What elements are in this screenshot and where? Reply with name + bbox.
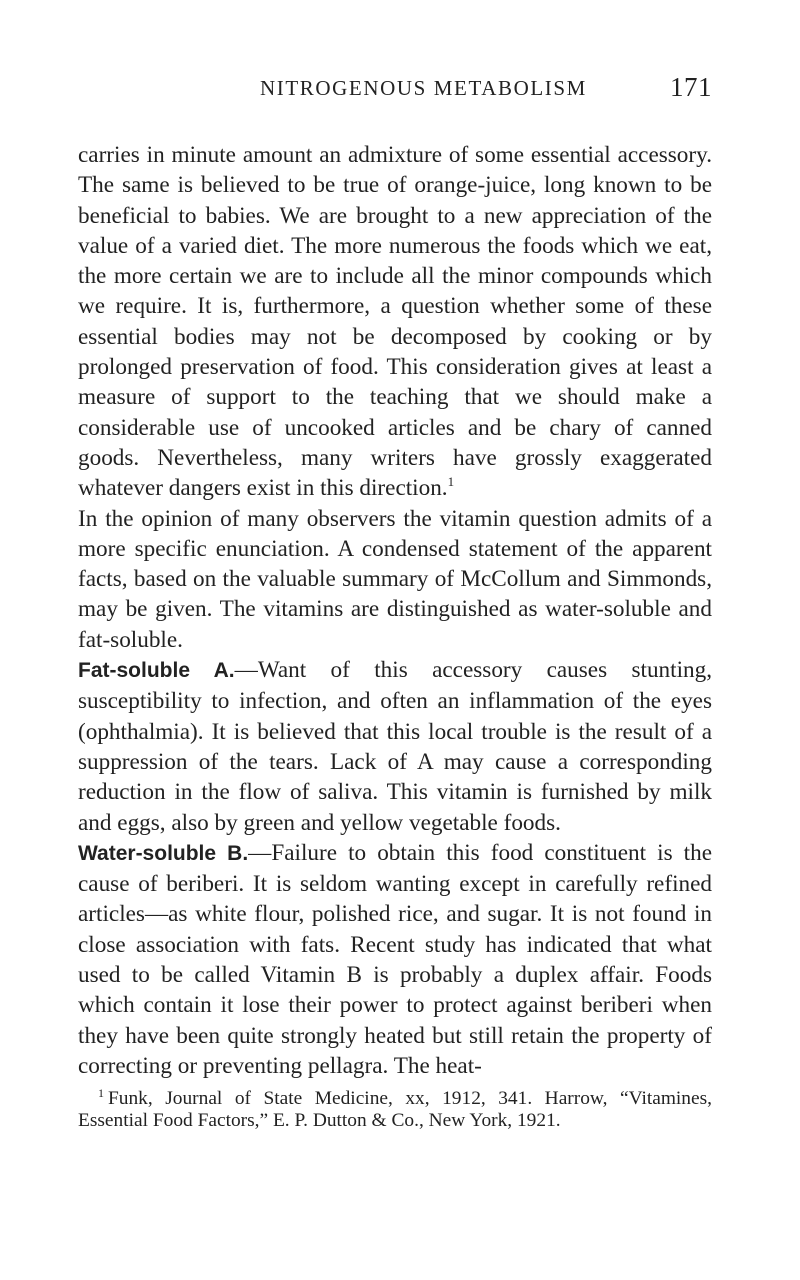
paragraph-text: —Want of this accessory causes stunting, susceptibility to infection, and often an inflammation of the eyes (ophthalmia). It is believed that this local trouble is the result of a suppression of the tears. Lack of A may cause a corresponding reduction in the flow of saliva. This vitamin is furnished by milk and eggs, also by green and yellow vegetable foods. [78, 657, 712, 836]
footnote-marker: 1 [98, 1086, 104, 1101]
paragraph-water-soluble-b [78, 838, 712, 1081]
section-subhead: Fat-soluble A. [78, 659, 235, 683]
paragraph-text: —Failure to obtain this food constituent is the cause of beriberi. It is seldom wanting except in carefully refined articles—as white flour, polished rice, and sugar. It is not found in close association with fats. Recent study has indicated that what used to be called Vitamin B is probably a duplex affair. Foods which contain it lose their power to protect against beriberi when they have been quite strongly heated but still retain the property of correcting or preventing pellagra. The heat- [78, 839, 712, 1079]
paragraph-text: carries in minute amount an admixture of some essential accessory. The same is believed to be true of orange-juice, long known to be beneficial to babies. We are brought to a new appreciation of the value of a varied diet. The more numerous the foods which we eat, the more certain we are to include all the minor compounds which we require. It is, furthermore, a question whether some of these essential bodies may not be decomposed by cooking or by prolonged preservation of food. This consideration gives at least a measure of support to the teaching that we should make a considerable use of uncooked articles and be chary of canned goods. Nevertheless, many writers have grossly exaggerated whatever dangers exist in this direction. [78, 142, 712, 502]
paragraph-continued [78, 140, 712, 504]
section-subhead: Water-soluble B. [78, 841, 249, 865]
page-number: 171 [670, 72, 712, 102]
footnote-text: Funk, Journal of State Medicine, xx, 1912, 341. Harrow, “Vitamines, Essential Food Factors,” E. P. Dutton & Co., New York, 1921. [78, 1088, 712, 1131]
footnote-reference[interactable]: 1 [447, 474, 455, 490]
paragraph-vitamin-question [78, 504, 712, 655]
running-head [78, 72, 712, 112]
book-page [78, 72, 712, 1132]
body-text [78, 140, 712, 1081]
footnote [78, 1088, 712, 1132]
paragraph-fat-soluble-a [78, 655, 712, 838]
running-title: NITROGENOUS METABOLISM [260, 76, 587, 100]
paragraph-text: In the opinion of many observers the vitamin question admits of a more specific enunciation. A condensed statement of the apparent facts, based on the valuable summary of McCollum and Simmonds, may be given. The vitamins are distinguished as water-soluble and fat-soluble. [78, 505, 712, 653]
